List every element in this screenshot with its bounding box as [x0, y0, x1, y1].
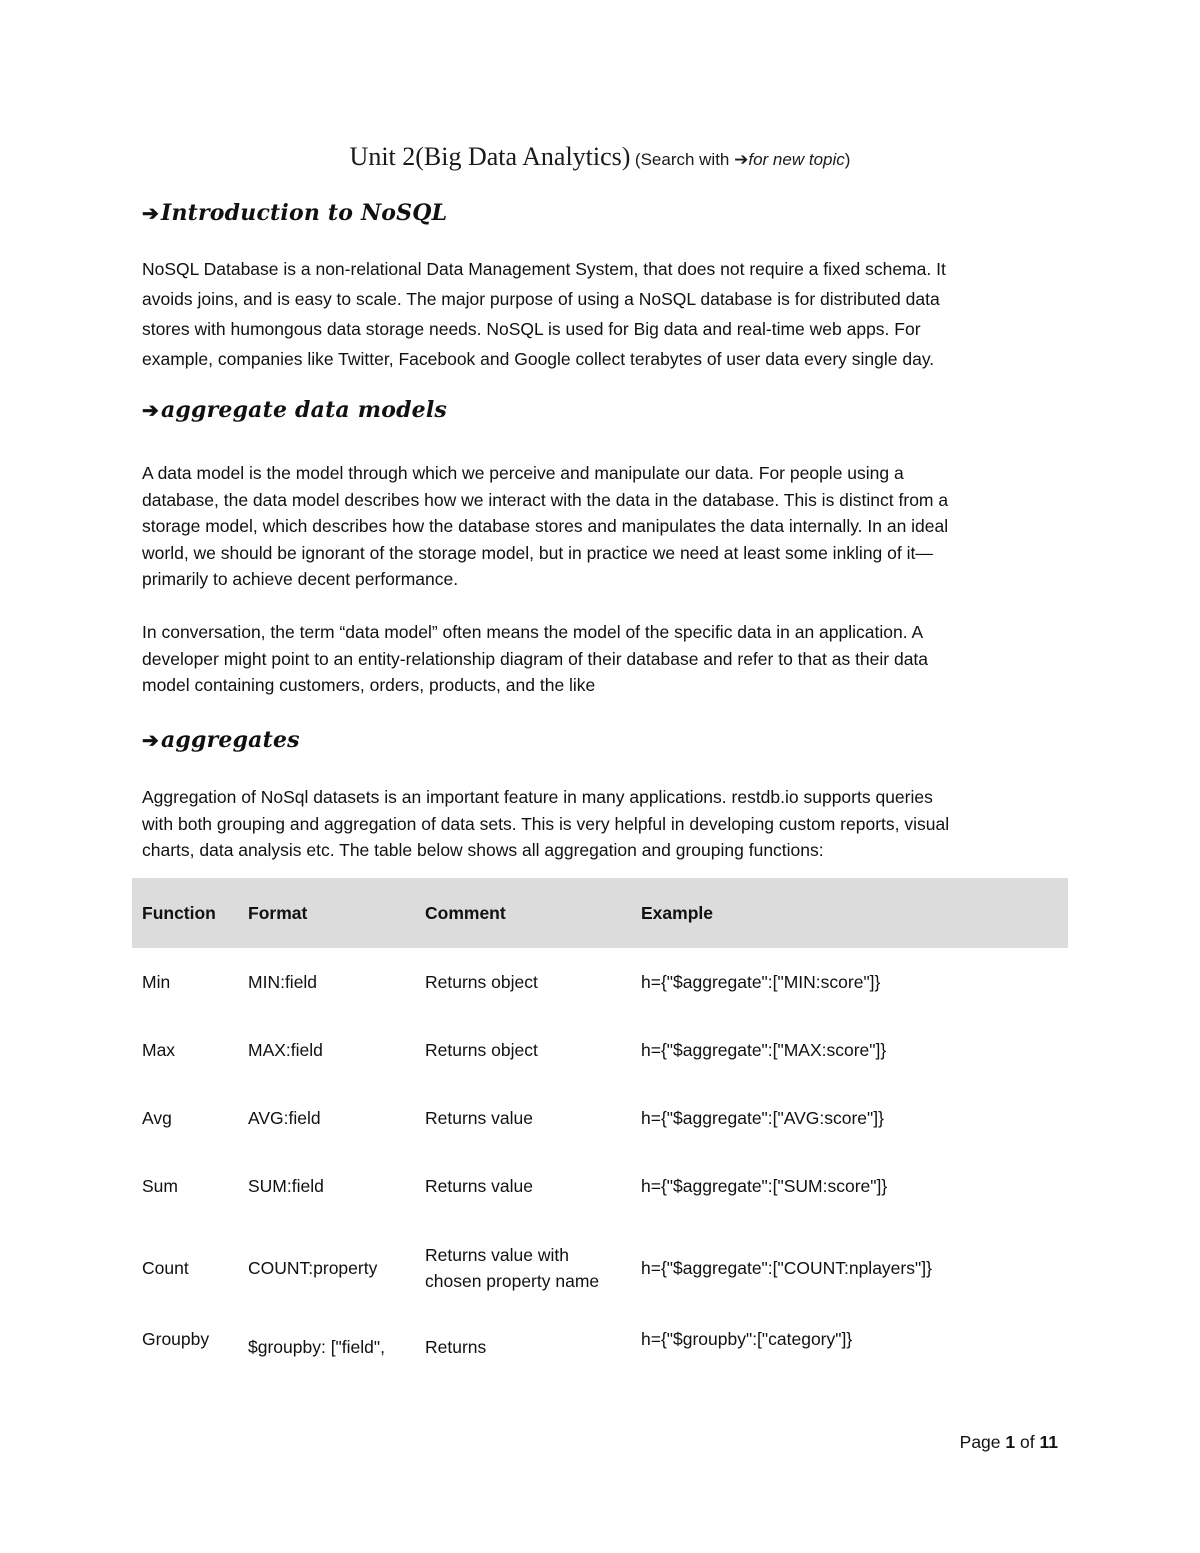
heading-aggregates: [142, 727, 300, 753]
title-hint-italic: for new topic: [748, 150, 845, 169]
column-header-format: Format: [238, 878, 415, 948]
arrow-right-icon: ➔: [734, 150, 749, 169]
paragraph-line: stores with humongous data storage needs. NoSQL is used for Big data and real-time web apps. For: [142, 319, 921, 339]
cell-format: SUM:field: [248, 1176, 324, 1196]
paragraph-line: storage model, which describes how the database stores and manipulates the data internally. In an ideal: [142, 516, 949, 536]
cell-comment: Returns value: [425, 1108, 533, 1128]
heading-text: aggregate data models: [160, 397, 448, 423]
cell-example: h={"$aggregate":["MIN:score"]}: [641, 972, 881, 992]
page-word: Page: [959, 1432, 1001, 1452]
cell-example: h={"$aggregate":["MAX:score"]}: [641, 1040, 887, 1060]
cell-function: Sum: [142, 1176, 178, 1196]
page-current: 1: [1005, 1432, 1016, 1452]
table-row: [132, 1220, 1068, 1316]
table-row: [132, 948, 1068, 1016]
paragraph-line: model containing customers, orders, products, and the like: [142, 675, 596, 695]
paragraph-line: charts, data analysis etc. The table below shows all aggregation and grouping functions:: [142, 840, 824, 860]
cell-comment-line: chosen property name: [425, 1271, 600, 1291]
page-number: [960, 1432, 1058, 1453]
heading-text: Introduction to NoSQL: [160, 200, 448, 226]
cell-example: h={"$aggregate":["SUM:score"]}: [641, 1176, 888, 1196]
heading-text: aggregates: [160, 727, 300, 753]
arrow-right-icon: ➔: [142, 728, 159, 752]
paragraph-line: primarily to achieve decent performance.: [142, 569, 459, 589]
cell-format: AVG:field: [248, 1108, 321, 1128]
cell-example: h={"$aggregate":["COUNT:nplayers"]}: [641, 1258, 932, 1278]
table-header-row: [132, 878, 1068, 948]
paragraph-aggregation: [142, 784, 1062, 864]
cell-comment: Returns: [425, 1337, 487, 1357]
title-hint-close: ): [844, 150, 851, 169]
table-row: [132, 1016, 1068, 1084]
paragraph-line: avoids joins, and is easy to scale. The major purpose of using a NoSQL database is for distributed data: [142, 289, 940, 309]
of-word: of: [1020, 1432, 1035, 1452]
table-row: [132, 1152, 1068, 1220]
cell-function: Max: [142, 1040, 176, 1060]
paragraph-line: world, we should be ignorant of the storage model, but in practice we need at least some inkling of it—: [142, 542, 933, 563]
cell-function: Avg: [142, 1108, 172, 1128]
cell-comment: [415, 1220, 631, 1316]
cell-format: COUNT:property: [248, 1258, 378, 1278]
heading-introduction-nosql: [142, 200, 447, 226]
cell-comment: Returns object: [425, 972, 538, 992]
paragraph-line: Aggregation of NoSql datasets is an important feature in many applications. restdb.io supports queries: [142, 787, 933, 807]
cell-example: h={"$groupby":["category"]}: [641, 1329, 853, 1349]
title-hint: [635, 150, 851, 169]
title-hint-open: (Search with: [634, 150, 730, 169]
aggregation-table: [132, 878, 1068, 1398]
table-row: [132, 1316, 1068, 1398]
cell-example: h={"$aggregate":["AVG:score"]}: [641, 1108, 884, 1128]
cell-format: MAX:field: [248, 1040, 323, 1060]
paragraph-line: In conversation, the term “data model” often means the model of the specific data in an application. A: [142, 622, 924, 642]
arrow-right-icon: ➔: [142, 398, 159, 422]
paragraph-line: example, companies like Twitter, Facebook and Google collect terabytes of user data every single day.: [142, 349, 935, 369]
title-main: Unit 2(Big Data Analytics): [349, 142, 631, 171]
paragraph-conversation: [142, 619, 1062, 699]
paragraph-line: database, the data model describes how we interact with the data in the database. This is distinct from a: [142, 489, 949, 510]
cell-function: Min: [142, 972, 171, 992]
arrow-right-icon: ➔: [142, 201, 159, 225]
page-total: 11: [1039, 1432, 1058, 1452]
cell-function: Groupby: [142, 1329, 210, 1349]
cell-format: MIN:field: [248, 972, 318, 992]
paragraph-line: developer might point to an entity-relationship diagram of their database and refer to that as their data: [142, 648, 929, 669]
page-title: [0, 142, 1200, 172]
column-header-example: Example: [631, 878, 1068, 948]
cell-function: Count: [142, 1258, 189, 1278]
paragraph-line: A data model is the model through which we perceive and manipulate our data. For people using a: [142, 463, 904, 483]
paragraph-line: with both grouping and aggregation of data sets. This is very helpful in developing custom reports, visual: [142, 813, 950, 834]
paragraph-line: NoSQL Database is a non-relational Data Management System, that does not require a fixed schema. It: [142, 259, 946, 279]
cell-comment: Returns object: [425, 1040, 538, 1060]
table-row: [132, 1084, 1068, 1152]
paragraph-nosql-intro: [142, 254, 1062, 374]
cell-comment-line: Returns value with: [425, 1245, 569, 1265]
cell-format: $groupby: ["field",: [248, 1337, 385, 1357]
heading-aggregate-data-models: [142, 397, 447, 423]
column-header-function: Function: [132, 878, 238, 948]
column-header-comment: Comment: [415, 878, 631, 948]
paragraph-data-model: [142, 460, 1062, 593]
cell-comment: Returns value: [425, 1176, 533, 1196]
